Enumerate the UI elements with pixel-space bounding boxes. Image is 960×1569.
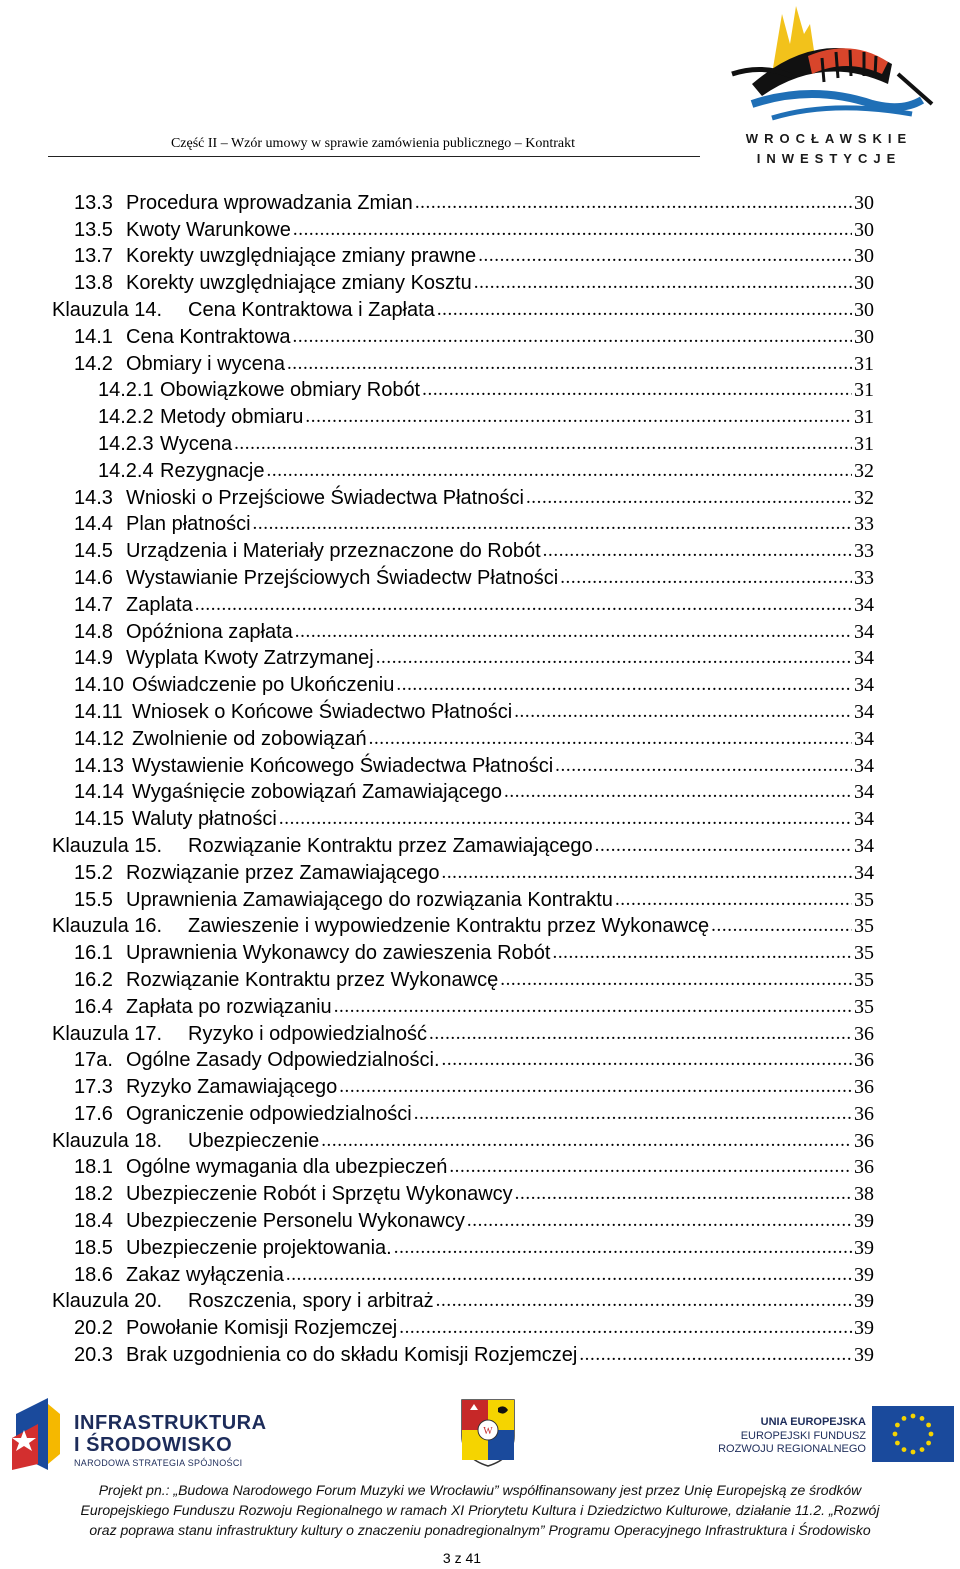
toc-entry-title: Obmiary i wycena — [126, 352, 285, 375]
logo-text-inwestycje: INWESTYCJE — [756, 151, 902, 166]
toc-entry-number: 14.12 — [74, 727, 125, 750]
toc-dot-leader — [579, 1343, 852, 1367]
toc-entry-title: Urządzenia i Materiały przeznaczone do Robót — [126, 540, 541, 563]
toc-dot-leader — [295, 620, 852, 644]
toc-entry-page: 34 — [854, 647, 874, 670]
toc-entry-page: 35 — [854, 942, 874, 965]
toc-entry-number: Klauzula 15. — [52, 834, 163, 857]
wroclawskie-inwestycje-logo — [712, 4, 938, 168]
toc-entry-number: 13.3 — [74, 191, 113, 214]
toc-entry-number: Klauzula 17. — [52, 1022, 163, 1045]
toc-entry-number: 14.1 — [74, 325, 113, 348]
toc-dot-leader — [552, 941, 852, 965]
toc-dot-leader — [615, 888, 852, 912]
toc-entry-page: 30 — [854, 218, 874, 241]
footer-text-line1: Projekt pn.: „Budowa Narodowego Forum Muzyki we Wrocławiu” współfinansowany jest przez Unię Europejską ze środków — [98, 1482, 862, 1498]
toc-dot-leader — [376, 646, 852, 670]
toc-entry[interactable] — [52, 1072, 874, 1099]
toc-entry-page: 34 — [854, 700, 874, 723]
toc-entry-number: 14.13 — [74, 754, 125, 777]
toc-dot-leader — [234, 432, 852, 456]
toc-entry[interactable] — [52, 1019, 874, 1046]
toc-entry[interactable] — [52, 1233, 874, 1260]
toc-entry-title: Wniosek o Końcowe Świadectwo Płatności — [132, 700, 513, 723]
toc-entry-page: 33 — [854, 540, 874, 563]
header-title: Część II – Wzór umowy w sprawie zamówienia publicznego – Kontrakt — [170, 136, 576, 151]
footer-text-line3: oraz poprawa stanu infrastruktury kultury o znaczeniu ponadregionalnym” Programu Operacyjnego Infrastruktura i Środowisko — [89, 1522, 871, 1538]
toc-entry[interactable] — [52, 1340, 874, 1367]
toc-entry-number: 15.2 — [74, 861, 113, 884]
toc-entry-title: Wystawienie Końcowego Świadectwa Płatności — [132, 754, 554, 777]
toc-entry-number: 16.2 — [74, 968, 113, 991]
toc-entry-number: 20.2 — [74, 1317, 113, 1340]
toc-dot-leader — [543, 539, 852, 563]
eu-star-icon — [926, 1423, 931, 1428]
toc-dot-leader — [560, 566, 852, 590]
toc-entry-page: 31 — [854, 379, 874, 402]
toc-entry-page: 32 — [854, 459, 874, 482]
eu-logo-line1: UNIA EUROPEJSKA — [760, 1416, 866, 1428]
toc-entry-number: 14.8 — [74, 620, 113, 643]
wi-logo-graphic-icon — [712, 4, 938, 129]
toc-entry[interactable] — [52, 912, 874, 939]
toc-entry-page: 39 — [854, 1236, 874, 1259]
toc-dot-leader — [293, 218, 852, 242]
toc-entry-page: 30 — [854, 325, 874, 348]
toc-entry-title: Roszczenia, spory i arbitraż — [188, 1290, 434, 1313]
is-logo-graphic-icon — [8, 1394, 68, 1474]
toc-entry-number: 20.3 — [74, 1344, 113, 1367]
toc-dot-leader — [415, 191, 852, 215]
toc-entry-page: 34 — [854, 727, 874, 750]
eu-erdf-logo — [718, 1406, 954, 1466]
toc-entry-number: Klauzula 14. — [52, 298, 163, 321]
eu-flag-icon — [872, 1406, 954, 1462]
toc-dot-leader — [429, 1022, 852, 1046]
toc-dot-leader — [422, 378, 852, 402]
toc-entry[interactable] — [52, 483, 874, 510]
toc-entry-number: 14.5 — [74, 540, 113, 563]
toc-dot-leader — [441, 861, 852, 885]
toc-entry[interactable] — [52, 992, 874, 1019]
toc-entry-number: 14.2.3 — [98, 432, 154, 455]
toc-dot-leader — [339, 1075, 852, 1099]
toc-entry-page: 39 — [854, 1317, 874, 1340]
toc-entry-title: Procedura wprowadzania Zmian — [126, 191, 413, 214]
toc-dot-leader — [478, 244, 852, 268]
toc-dot-leader — [334, 995, 852, 1019]
toc-entry-page: 34 — [854, 808, 874, 831]
toc-entry-title: Obowiązkowe obmiary Robót — [160, 379, 421, 402]
eu-logo-line2: EUROPEJSKI FUNDUSZ — [740, 1430, 866, 1442]
toc-entry-page: 31 — [854, 352, 874, 375]
toc-entry[interactable] — [52, 617, 874, 644]
toc-entry-number: 17.6 — [74, 1102, 113, 1125]
toc-dot-leader — [437, 298, 852, 322]
toc-entry-page: 38 — [854, 1183, 874, 1206]
toc-entry-title: Rezygnacje — [160, 459, 265, 482]
toc-entry-page: 34 — [854, 834, 874, 857]
toc-entry-title: Korekty uwzględniające zmiany prawne — [126, 245, 477, 268]
toc-entry[interactable] — [52, 429, 874, 456]
toc-entry-title: Cena Kontraktowa i Zapłata — [188, 298, 435, 321]
toc-dot-leader — [293, 325, 852, 349]
toc-entry[interactable] — [52, 215, 874, 242]
toc-entry-title: Ubezpieczenie Personelu Wykonawcy — [126, 1210, 465, 1233]
toc-entry-title: Ubezpieczenie — [188, 1129, 320, 1152]
footer-text-line2: Europejskiego Funduszu Rozwoju Regionalnego w ramach XI Priorytetu Kultura i Dziedzictwo Kulturowe, działanie 11.2. „Rozwój — [80, 1502, 880, 1518]
toc-entry-title: Brak uzgodnienia co do składu Komisji Rozjemczej — [126, 1344, 578, 1367]
toc-entry-title: Plan płatności — [126, 513, 251, 536]
toc-entry-title: Zwolnienie od zobowiązań — [132, 727, 367, 750]
toc-entry-page: 35 — [854, 915, 874, 938]
toc-entry-page: 35 — [854, 995, 874, 1018]
table-of-contents — [52, 188, 874, 1367]
eu-star-icon — [902, 1447, 907, 1452]
toc-entry-title: Waluty płatności — [132, 808, 277, 831]
toc-dot-leader — [369, 727, 852, 751]
eu-star-icon — [902, 1416, 907, 1421]
toc-entry-number: 16.4 — [74, 995, 113, 1018]
toc-entry-number: 17.3 — [74, 1076, 113, 1099]
toc-dot-leader — [414, 1102, 852, 1126]
toc-entry-title: Rozwiązanie Kontraktu przez Zamawiającego — [188, 834, 593, 857]
toc-dot-leader — [514, 700, 852, 724]
toc-entry[interactable] — [52, 644, 874, 671]
toc-entry-title: Wystawianie Przejściowych Świadectw Płatności — [126, 566, 559, 589]
toc-entry-number: 13.7 — [74, 245, 113, 268]
toc-dot-leader — [305, 405, 852, 429]
toc-entry-title: Oświadczenie po Ukończeniu — [132, 674, 395, 697]
toc-dot-leader — [396, 673, 852, 697]
is-logo-line3: NARODOWA STRATEGIA SPÓJNOŚCI — [74, 1458, 243, 1468]
infrastruktura-srodowisko-logo — [8, 1394, 267, 1474]
toc-entry-number: 13.8 — [74, 272, 113, 295]
toc-dot-leader — [321, 1129, 852, 1153]
is-logo-line2: I ŚRODOWISKO — [74, 1434, 233, 1456]
toc-entry-title: Cena Kontraktowa — [126, 325, 291, 348]
toc-entry[interactable] — [52, 1287, 874, 1314]
toc-entry-number: 18.5 — [74, 1236, 113, 1259]
toc-entry-number: 14.6 — [74, 566, 113, 589]
toc-dot-leader — [267, 459, 852, 483]
toc-dot-leader — [711, 914, 852, 938]
toc-entry[interactable] — [52, 1260, 874, 1287]
toc-dot-leader — [436, 1289, 852, 1313]
toc-dot-leader — [595, 834, 852, 858]
toc-entry-page: 39 — [854, 1263, 874, 1286]
toc-entry-page: 39 — [854, 1290, 874, 1313]
toc-entry[interactable] — [52, 1126, 874, 1153]
toc-dot-leader — [526, 486, 852, 510]
toc-entry-number: 16.1 — [74, 942, 113, 965]
toc-entry[interactable] — [52, 1099, 874, 1126]
toc-entry-title: Ubezpieczenie Robót i Sprzętu Wykonawcy — [126, 1183, 513, 1206]
toc-dot-leader — [195, 593, 852, 617]
eu-logo-line3: ROZWOJU REGIONALNEGO — [718, 1443, 866, 1455]
toc-entry-number: 14.3 — [74, 486, 113, 509]
toc-entry-title: Metody obmiaru — [160, 406, 304, 429]
toc-entry-title: Ryzyko Zamawiającego — [126, 1076, 338, 1099]
toc-entry[interactable] — [52, 804, 874, 831]
toc-entry-number: 15.5 — [74, 888, 113, 911]
toc-entry-number: 14.2.4 — [98, 459, 154, 482]
toc-entry-title: Kwoty Warunkowe — [126, 218, 291, 241]
toc-entry[interactable] — [52, 376, 874, 403]
toc-entry[interactable] — [52, 242, 874, 269]
toc-entry[interactable] — [52, 1179, 874, 1206]
toc-entry[interactable] — [52, 724, 874, 751]
is-logo-line1: INFRASTRUKTURA — [74, 1412, 267, 1434]
toc-entry-title: Ogólne wymagania dla ubezpieczeń — [126, 1156, 448, 1179]
toc-entry-number: 14.14 — [74, 781, 125, 804]
toc-entry-number: 18.2 — [74, 1183, 113, 1206]
toc-entry-number: 13.5 — [74, 218, 113, 241]
header-divider — [48, 156, 700, 157]
logo-text-wroclawskie: WROCŁAWSKIE — [745, 131, 913, 146]
toc-entry-number: Klauzula 18. — [52, 1129, 163, 1152]
toc-entry[interactable] — [52, 295, 874, 322]
toc-entry[interactable] — [52, 778, 874, 805]
toc-entry[interactable] — [52, 456, 874, 483]
toc-dot-leader — [286, 1263, 852, 1287]
toc-entry-number: 18.4 — [74, 1210, 113, 1233]
toc-entry[interactable] — [52, 1313, 874, 1340]
toc-entry[interactable] — [52, 510, 874, 537]
toc-dot-leader — [394, 1236, 852, 1260]
toc-entry-title: Wygaśnięcie zobowiązań Zamawiającego — [132, 781, 503, 804]
eu-star-icon — [920, 1447, 925, 1452]
toc-entry-page: 30 — [854, 272, 874, 295]
wroclaw-coat-of-arms-icon — [458, 1396, 518, 1468]
toc-entry-title: Wnioski o Przejściowe Świadectwa Płatności — [126, 486, 524, 509]
toc-entry-title: Powołanie Komisji Rozjemczej — [126, 1317, 398, 1340]
eu-star-icon — [911, 1414, 916, 1419]
toc-entry-number: 18.1 — [74, 1156, 113, 1179]
toc-entry[interactable] — [52, 858, 874, 885]
toc-entry-page: 31 — [854, 406, 874, 429]
toc-entry-title: Ubezpieczenie projektowania. — [126, 1236, 392, 1259]
toc-entry-title: Korekty uwzględniające zmiany Kosztu — [126, 272, 472, 295]
toc-entry-number: 14.11 — [74, 700, 123, 723]
toc-entry-page: 34 — [854, 781, 874, 804]
toc-entry-page: 34 — [854, 754, 874, 777]
toc-entry-page: 36 — [854, 1076, 874, 1099]
toc-dot-leader — [449, 1155, 852, 1179]
toc-dot-leader — [504, 780, 852, 804]
toc-dot-leader — [442, 1048, 852, 1072]
toc-entry[interactable] — [52, 536, 874, 563]
toc-entry[interactable] — [52, 188, 874, 215]
toc-entry-number: 14.7 — [74, 593, 113, 616]
toc-entry[interactable] — [52, 885, 874, 912]
toc-entry[interactable] — [52, 349, 874, 376]
toc-entry-title: Wyplata Kwoty Zatrzymanej — [126, 647, 374, 670]
toc-entry-number: Klauzula 16. — [52, 915, 163, 938]
toc-entry-title: Ryzyko i odpowiedzialność — [188, 1022, 428, 1045]
svg-text:W: W — [483, 1426, 493, 1437]
toc-dot-leader — [474, 271, 852, 295]
toc-entry[interactable] — [52, 831, 874, 858]
toc-entry[interactable] — [52, 563, 874, 590]
toc-entry-title: Zapłata po rozwiązaniu — [126, 995, 332, 1018]
toc-entry-page: 39 — [854, 1344, 874, 1367]
toc-entry[interactable] — [52, 697, 874, 724]
toc-entry[interactable] — [52, 268, 874, 295]
toc-entry-page: 31 — [854, 432, 874, 455]
toc-entry-number: 14.4 — [74, 513, 113, 536]
toc-entry-title: Zaplata — [126, 593, 193, 616]
toc-entry-page: 33 — [854, 566, 874, 589]
toc-entry-title: Ograniczenie odpowiedzialności — [126, 1102, 412, 1125]
toc-entry-page: 36 — [854, 1022, 874, 1045]
toc-entry-number: 14.15 — [74, 808, 125, 831]
toc-entry[interactable] — [52, 938, 874, 965]
eu-star-icon — [929, 1432, 934, 1437]
toc-entry-title: Rozwiązanie przez Zamawiającego — [126, 861, 440, 884]
page-number: 3 z 41 — [442, 1550, 482, 1566]
eu-star-icon — [893, 1432, 898, 1437]
toc-entry-page: 35 — [854, 968, 874, 991]
toc-entry-page: 35 — [854, 888, 874, 911]
toc-entry-page: 34 — [854, 620, 874, 643]
toc-entry-title: Ogólne Zasady Odpowiedzialności. — [126, 1049, 440, 1072]
toc-dot-leader — [287, 352, 852, 376]
toc-entry[interactable] — [52, 322, 874, 349]
toc-entry-page: 36 — [854, 1129, 874, 1152]
toc-entry-number: 14.9 — [74, 647, 113, 670]
toc-entry-page: 33 — [854, 513, 874, 536]
toc-entry-title: Opóźniona zapłata — [126, 620, 293, 643]
eu-star-icon — [895, 1423, 900, 1428]
toc-dot-leader — [253, 512, 852, 536]
toc-entry-number: Klauzula 20. — [52, 1290, 163, 1313]
toc-dot-leader — [399, 1316, 852, 1340]
toc-entry-page: 30 — [854, 245, 874, 268]
toc-entry[interactable] — [52, 670, 874, 697]
toc-entry-page: 39 — [854, 1210, 874, 1233]
toc-entry-page: 36 — [854, 1049, 874, 1072]
toc-entry[interactable] — [52, 402, 874, 429]
toc-entry-number: 17a. — [74, 1049, 113, 1072]
eu-star-icon — [895, 1441, 900, 1446]
toc-entry[interactable] — [52, 1153, 874, 1180]
toc-entry-title: Zawieszenie i wypowiedzenie Kontraktu przez Wykonawcę — [188, 915, 710, 938]
toc-entry[interactable] — [52, 1046, 874, 1073]
toc-entry[interactable] — [52, 965, 874, 992]
toc-dot-leader — [279, 807, 852, 831]
toc-entry-number: 14.2.1 — [98, 379, 154, 402]
toc-entry[interactable] — [52, 1206, 874, 1233]
toc-entry-number: 14.2.2 — [98, 406, 154, 429]
toc-entry-title: Uprawnienia Wykonawcy do zawieszenia Robót — [126, 942, 551, 965]
toc-entry-number: 18.6 — [74, 1263, 113, 1286]
toc-entry-number: 14.2 — [74, 352, 113, 375]
eu-star-icon — [920, 1416, 925, 1421]
toc-entry-number: 14.10 — [74, 674, 125, 697]
footer-logos — [0, 1388, 960, 1478]
toc-dot-leader — [500, 968, 852, 992]
toc-entry-page: 30 — [854, 298, 874, 321]
eu-star-icon — [911, 1450, 916, 1455]
toc-entry-page: 36 — [854, 1156, 874, 1179]
toc-entry-page: 34 — [854, 674, 874, 697]
toc-entry-title: Uprawnienia Zamawiającego do rozwiązania Kontraktu — [126, 888, 613, 911]
footer-project-note — [20, 1480, 940, 1540]
toc-entry-page: 32 — [854, 486, 874, 509]
toc-entry-page: 34 — [854, 593, 874, 616]
toc-entry[interactable] — [52, 590, 874, 617]
toc-dot-leader — [515, 1182, 852, 1206]
toc-dot-leader — [467, 1209, 852, 1233]
toc-entry-title: Rozwiązanie Kontraktu przez Wykonawcę — [126, 968, 499, 991]
eu-star-icon — [926, 1441, 931, 1446]
toc-entry-page: 34 — [854, 861, 874, 884]
toc-entry-page: 30 — [854, 191, 874, 214]
toc-entry[interactable] — [52, 751, 874, 778]
toc-entry-title: Zakaz wyłączenia — [126, 1263, 284, 1286]
toc-dot-leader — [555, 754, 852, 778]
toc-entry-page: 36 — [854, 1102, 874, 1125]
toc-entry-title: Wycena — [160, 432, 233, 455]
